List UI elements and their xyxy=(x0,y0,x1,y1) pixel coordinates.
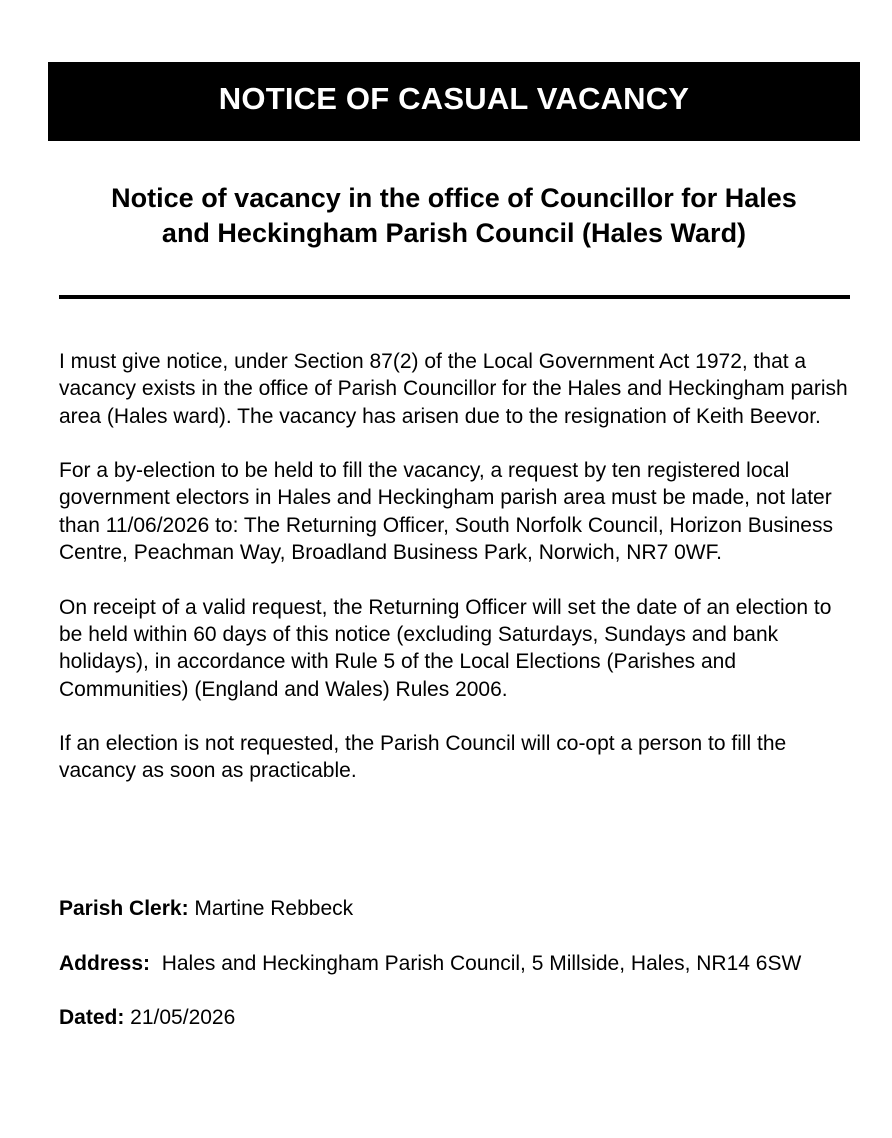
subtitle-line-2: and Heckingham Parish Council (Hales Ward) xyxy=(161,218,747,248)
parish-clerk-line xyxy=(59,895,859,922)
dated-line xyxy=(59,1004,859,1031)
address-value: Hales and Heckingham Parish Council, 5 Millside, Hales, NR14 6SW xyxy=(150,951,802,975)
notice-subtitle xyxy=(48,181,860,251)
horizontal-divider xyxy=(59,295,850,299)
notice-body xyxy=(59,348,859,812)
address-line xyxy=(59,950,859,977)
paragraph-legal-notice: I must give notice, under Section 87(2) of the Local Government Act 1972, that a vacancy exists in the office of Parish Councillor for the Hales and Heckingham parish area (Hales ward). The vacancy has arisen due to the resignation of Keith Beevor. xyxy=(59,350,848,428)
paragraph-election-date: On receipt of a valid request, the Returning Officer will set the date of an election to be held within 60 days of this notice (excluding Saturdays, Sundays and bank holidays), in accordance with Rule 5 of the Local Elections (Parishes and Communities) (England and Wales) Rules 2006. xyxy=(59,595,832,701)
paragraph-by-election-request: For a by-election to be held to fill the vacancy, a request by ten registered local government electors in Hales and Heckingham parish area must be made, not later than 11/06/2026 to: The Returning Officer, South Norfolk Council, Horizon Business Centre, Peachman Way, Broadland Business Park, Norwich, NR7 0WF. xyxy=(59,459,833,565)
subtitle-line-1: Notice of vacancy in the office of Councillor for Hales xyxy=(111,183,797,213)
dated-value: 21/05/2026 xyxy=(124,1006,236,1030)
parish-clerk-label: Parish Clerk: xyxy=(59,897,189,920)
address-label: Address: xyxy=(59,951,151,975)
dated-label: Dated: xyxy=(59,1006,125,1030)
notice-title: NOTICE OF CASUAL VACANCY xyxy=(218,81,690,116)
notice-banner xyxy=(48,62,860,141)
paragraph-co-option: If an election is not requested, the Parish Council will co-opt a person to fill the vacancy as soon as practicable. xyxy=(59,732,787,783)
parish-clerk-value: Martine Rebbeck xyxy=(188,897,354,920)
notice-details xyxy=(59,895,859,1059)
